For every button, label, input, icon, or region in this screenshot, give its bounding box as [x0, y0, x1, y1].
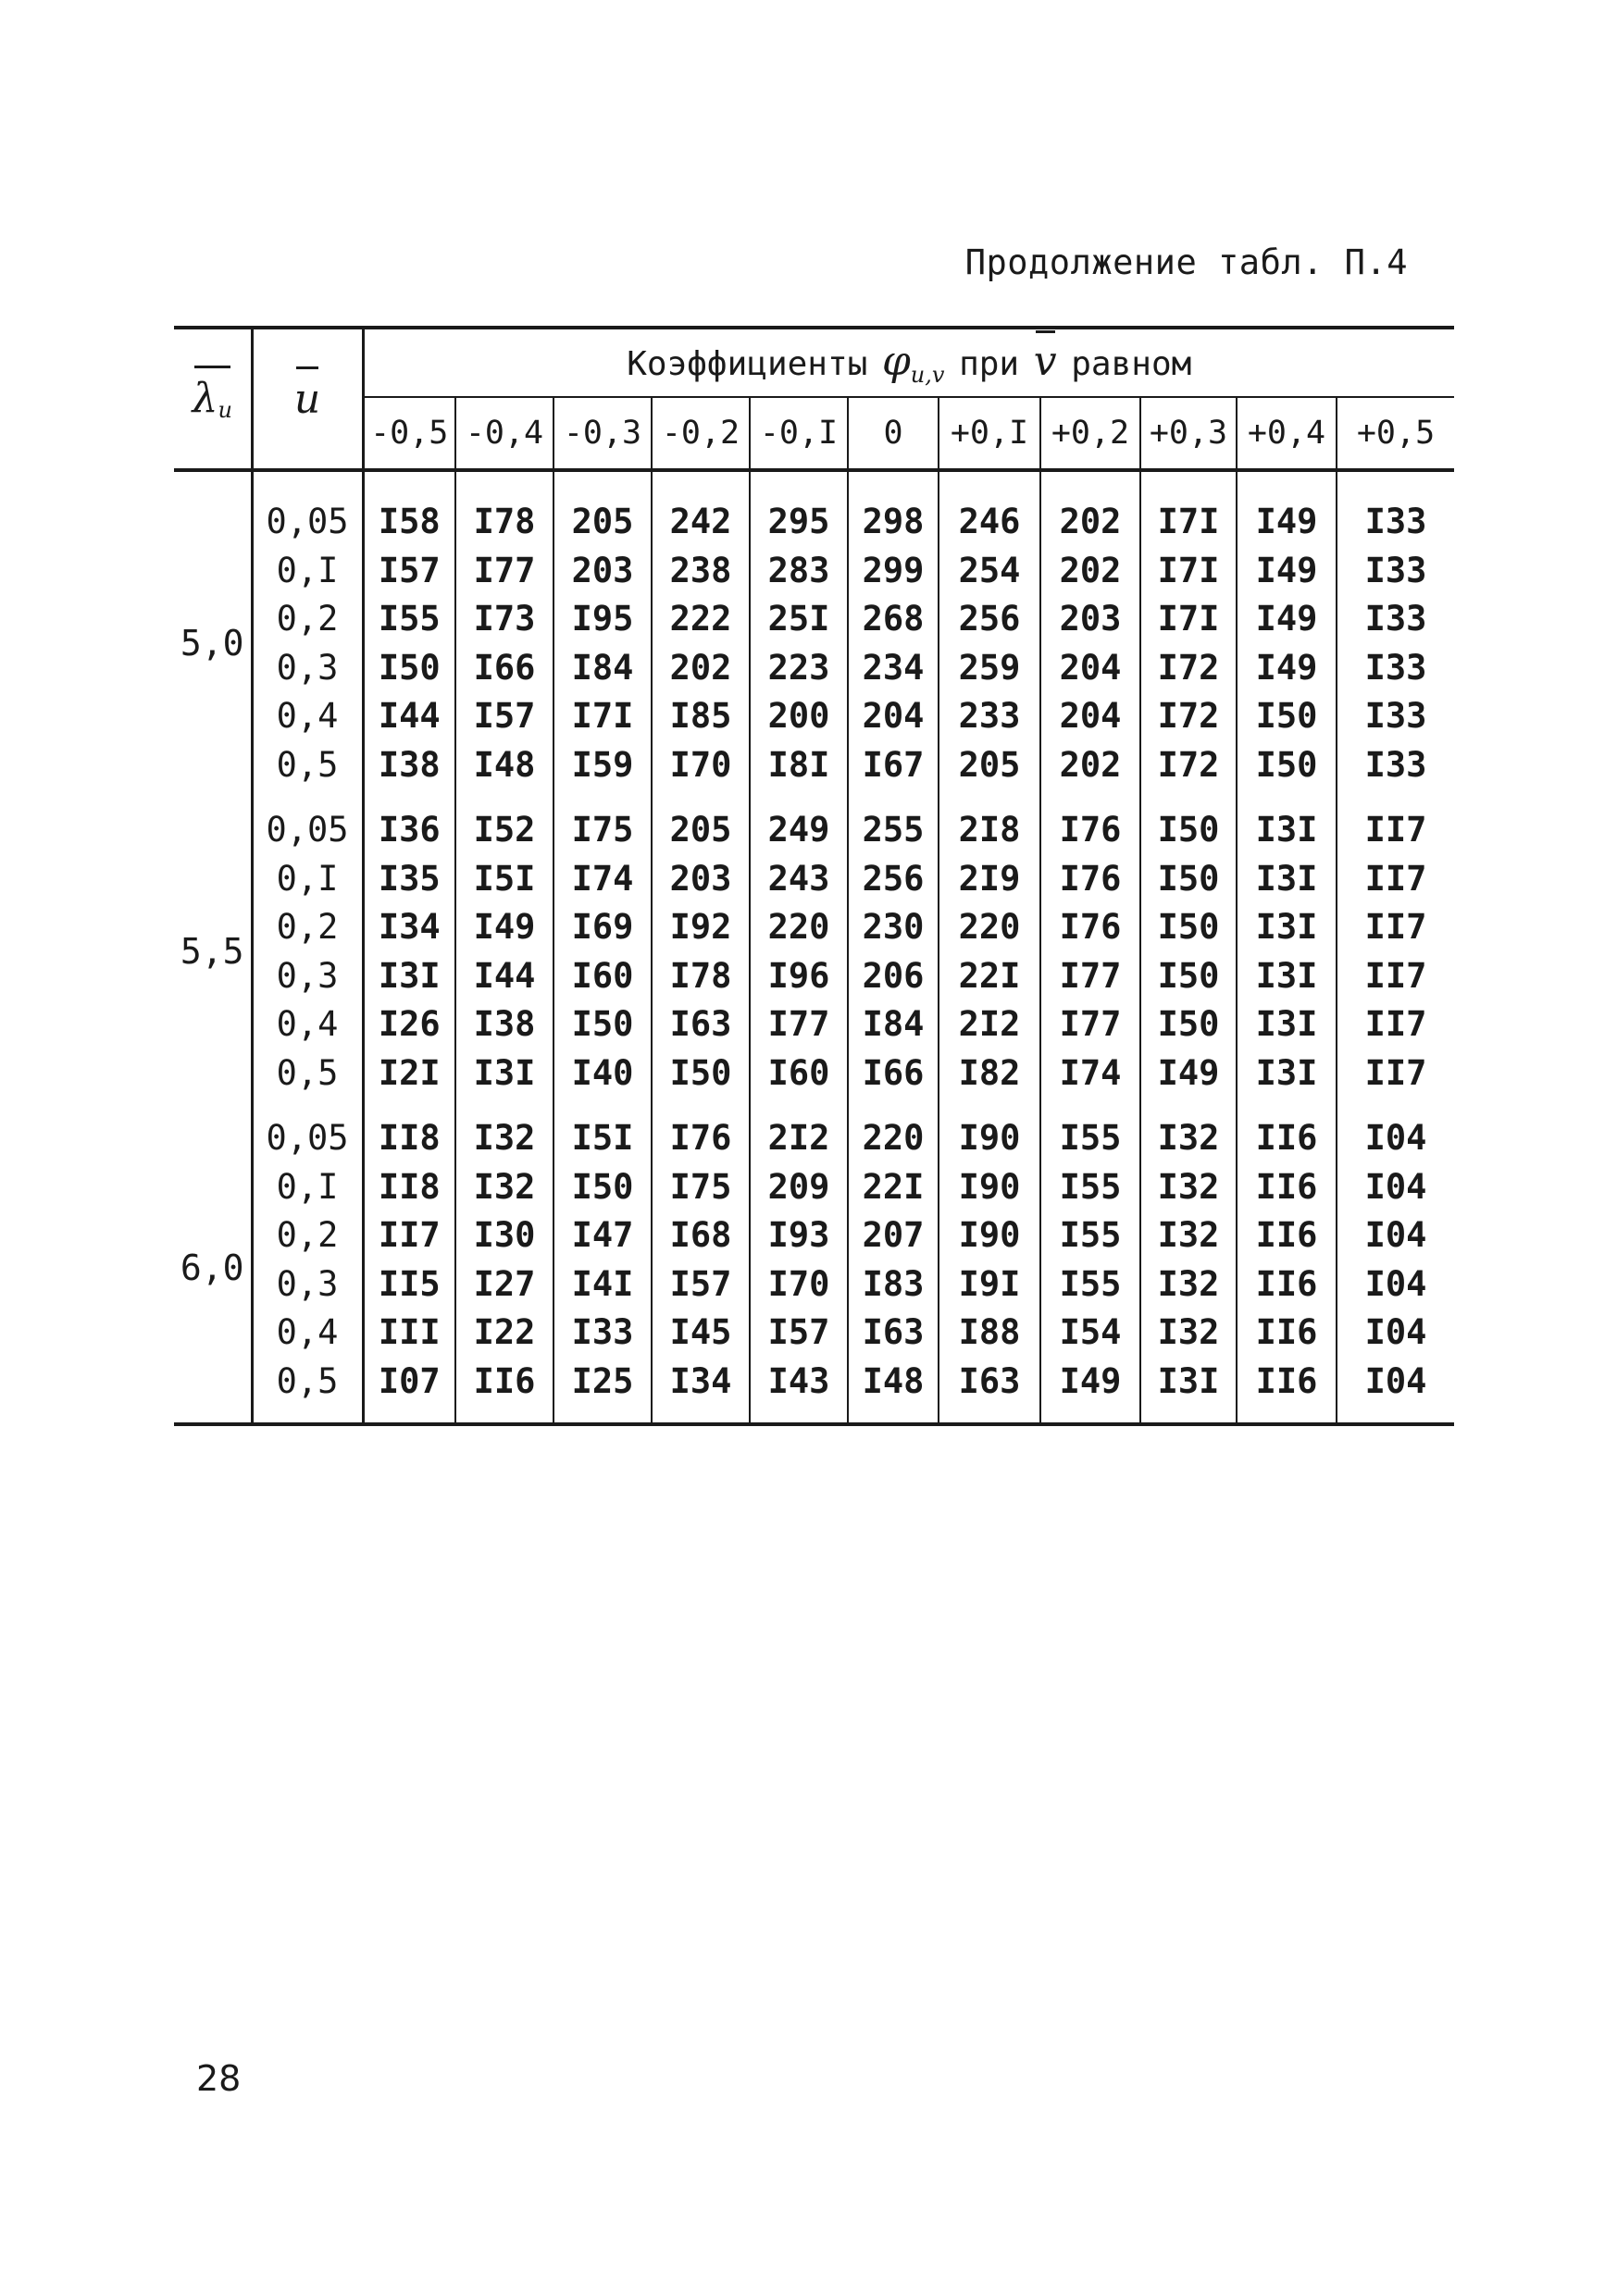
coefficient-cell: I9I [939, 1260, 1040, 1309]
coefficient-cell: I33 [1337, 692, 1454, 741]
coefficient-cell: I96 [750, 952, 848, 1001]
coefficient-cell: I04 [1337, 1260, 1454, 1309]
table-row [174, 952, 1454, 1001]
coefficient-cell: I77 [1040, 1000, 1140, 1049]
coefficient-cell: I50 [1140, 855, 1237, 904]
u-value: 0,3 [252, 1260, 363, 1309]
coefficient-cell: I78 [652, 952, 750, 1001]
coefficient-cell: I32 [1140, 1163, 1237, 1212]
coefficient-cell: I50 [363, 644, 455, 693]
coefficient-cell: 200 [750, 692, 848, 741]
coefficient-cell: III [363, 1309, 455, 1358]
coefficient-cell: I04 [1337, 1163, 1454, 1212]
table-row [174, 1260, 1454, 1309]
coefficient-cell: II6 [1237, 1211, 1337, 1260]
coefficient-cell: I49 [1140, 1049, 1237, 1098]
coefficient-cell: I38 [363, 741, 455, 790]
coefficient-cell: I34 [652, 1358, 750, 1425]
coefficient-cell: I32 [1140, 1211, 1237, 1260]
coefficient-cell: I3I [1237, 1000, 1337, 1049]
coefficient-cell: 259 [939, 644, 1040, 693]
coefficient-cell: I04 [1337, 1309, 1454, 1358]
coefficient-cell: I07 [363, 1358, 455, 1425]
coefficient-cell: II7 [363, 1211, 455, 1260]
lambda-value: 6,0 [174, 1098, 252, 1424]
coefficient-cell: I7I [1140, 547, 1237, 596]
coefficient-cell: II6 [455, 1358, 554, 1425]
coefficient-cell: I95 [554, 595, 652, 644]
u-value: 0,4 [252, 1309, 363, 1358]
coefficient-cell: I50 [1237, 741, 1337, 790]
coefficient-cell: I7I [1140, 595, 1237, 644]
coefficient-cell: 22I [848, 1163, 939, 1212]
coefficient-cell: I55 [1040, 1163, 1140, 1212]
table-row [174, 1309, 1454, 1358]
coefficient-cell: I25 [554, 1358, 652, 1425]
coefficient-cell: 246 [939, 470, 1040, 547]
coefficient-cell: I3I [1140, 1358, 1237, 1425]
u-value: 0,2 [252, 903, 363, 952]
coefficient-cell: I67 [848, 741, 939, 790]
coefficient-cell: 25I [750, 595, 848, 644]
coefficient-cell: I26 [363, 1000, 455, 1049]
column-header: -0,4 [455, 397, 554, 470]
coefficient-cell: I77 [750, 1000, 848, 1049]
coefficient-cell: 202 [1040, 547, 1140, 596]
lambda-header [174, 328, 252, 470]
coefficient-cell: 2I2 [750, 1098, 848, 1163]
column-header: +0,3 [1140, 397, 1237, 470]
coefficient-cell: I33 [1337, 547, 1454, 596]
coefficient-cell: I3I [1237, 789, 1337, 855]
coefficient-cell: 256 [848, 855, 939, 904]
coefficient-cell: I69 [554, 903, 652, 952]
coefficient-cell: I75 [554, 789, 652, 855]
coefficient-cell: I49 [1237, 547, 1337, 596]
lambda-value: 5,5 [180, 931, 244, 973]
coefficient-cell: I72 [1140, 741, 1237, 790]
coefficient-cell: I32 [455, 1098, 554, 1163]
coefficient-cell: 203 [554, 547, 652, 596]
coefficient-cell: I43 [750, 1358, 848, 1425]
column-header: -0,I [750, 397, 848, 470]
coefficient-cell: I04 [1337, 1358, 1454, 1425]
coefficient-cell: II7 [1337, 952, 1454, 1001]
table-row [174, 1000, 1454, 1049]
coefficient-cell: I84 [848, 1000, 939, 1049]
coefficient-cell: I4I [554, 1260, 652, 1309]
coefficient-cell: 206 [848, 952, 939, 1001]
coefficient-cell: I66 [848, 1049, 939, 1098]
coef-prefix: Коэффициенты [627, 345, 868, 383]
coefficient-cell: I85 [652, 692, 750, 741]
table-row [174, 855, 1454, 904]
coefficient-cell: 207 [848, 1211, 939, 1260]
u-value: 0,5 [252, 741, 363, 790]
coefficient-cell: I48 [455, 741, 554, 790]
table-row [174, 595, 1454, 644]
coefficient-cell: I50 [1140, 789, 1237, 855]
coefficient-cell: 204 [848, 692, 939, 741]
coefficient-cell: I72 [1140, 692, 1237, 741]
coefficient-cell: 254 [939, 547, 1040, 596]
coefficient-cell: I55 [1040, 1260, 1140, 1309]
coefficient-cell: I84 [554, 644, 652, 693]
coefficient-cell: I32 [1140, 1309, 1237, 1358]
coefficient-cell: I76 [652, 1098, 750, 1163]
table-row [174, 547, 1454, 596]
coefficient-cell: II6 [1237, 1098, 1337, 1163]
coefficient-cell: I57 [363, 547, 455, 596]
lambda-subscript: u [218, 397, 232, 423]
coefficient-cell: I90 [939, 1163, 1040, 1212]
coefficient-cell: I57 [455, 692, 554, 741]
coefficient-cell: I50 [1140, 903, 1237, 952]
coefficient-cell: I35 [363, 855, 455, 904]
coefficient-cell: I50 [1237, 692, 1337, 741]
coefficients-header [363, 328, 1454, 397]
coefficient-cell: I32 [455, 1163, 554, 1212]
coefficient-cell: 234 [848, 644, 939, 693]
coefficient-cell: I33 [1337, 470, 1454, 547]
coefficient-cell: I40 [554, 1049, 652, 1098]
column-header: +0,2 [1040, 397, 1140, 470]
coefficient-cell: 205 [652, 789, 750, 855]
coefficient-cell: II8 [363, 1098, 455, 1163]
coef-mid: при [959, 345, 1020, 383]
coefficient-cell: 249 [750, 789, 848, 855]
coefficient-cell: 22I [939, 952, 1040, 1001]
coefficient-cell: I7I [1140, 470, 1237, 547]
phi-symbol: φ [881, 338, 911, 385]
u-value: 0,3 [252, 644, 363, 693]
coefficient-cell: I50 [1140, 952, 1237, 1001]
coefficient-cell: I73 [455, 595, 554, 644]
coefficient-cell: I63 [939, 1358, 1040, 1425]
u-value: 0,05 [252, 470, 363, 547]
coefficient-cell: I44 [363, 692, 455, 741]
coefficient-cell: I27 [455, 1260, 554, 1309]
coefficient-cell: II6 [1237, 1260, 1337, 1309]
u-value: 0,2 [252, 595, 363, 644]
u-symbol: u [293, 375, 321, 423]
coefficient-cell: II5 [363, 1260, 455, 1309]
u-value: 0,I [252, 547, 363, 596]
coefficient-cell: I34 [363, 903, 455, 952]
table-row [174, 470, 1454, 547]
coefficient-cell: II6 [1237, 1163, 1337, 1212]
coefficient-cell: I82 [939, 1049, 1040, 1098]
u-value: 0,I [252, 1163, 363, 1212]
coefficient-cell: II7 [1337, 903, 1454, 952]
coefficient-cell: I57 [652, 1260, 750, 1309]
coefficient-cell: I66 [455, 644, 554, 693]
coefficient-cell: 220 [939, 903, 1040, 952]
coefficient-cell: I45 [652, 1309, 750, 1358]
coefficient-cell: I70 [750, 1260, 848, 1309]
coefficient-cell: I30 [455, 1211, 554, 1260]
table-caption: Продолжение табл. П.4 [964, 242, 1408, 282]
coefficient-cell: I33 [1337, 644, 1454, 693]
coefficient-cell: I60 [554, 952, 652, 1001]
table-body [174, 470, 1454, 1424]
coefficient-cell: I68 [652, 1211, 750, 1260]
coefficient-cell: 203 [652, 855, 750, 904]
coefficient-cell: 298 [848, 470, 939, 547]
coefficient-cell: 243 [750, 855, 848, 904]
coefficient-cell: 299 [848, 547, 939, 596]
coefficient-cell: II6 [1237, 1309, 1337, 1358]
coefficient-cell: II6 [1237, 1358, 1337, 1425]
column-header: -0,2 [652, 397, 750, 470]
coefficient-cell: I50 [1140, 1000, 1237, 1049]
coefficient-cell: I90 [939, 1098, 1040, 1163]
coefficient-cell: 205 [554, 470, 652, 547]
coefficient-cell: I49 [1237, 644, 1337, 693]
u-value: 0,4 [252, 1000, 363, 1049]
table-row [174, 1211, 1454, 1260]
column-header: -0,3 [554, 397, 652, 470]
coefficient-cell: I3I [363, 952, 455, 1001]
u-value: 0,5 [252, 1049, 363, 1098]
coefficient-cell: I75 [652, 1163, 750, 1212]
coefficient-cell: 2I9 [939, 855, 1040, 904]
coefficient-cell: 203 [1040, 595, 1140, 644]
table-row [174, 1163, 1454, 1212]
coefficient-cell: I72 [1140, 644, 1237, 693]
coefficient-cell: II8 [363, 1163, 455, 1212]
coefficient-cell: I93 [750, 1211, 848, 1260]
coefficient-cell: 204 [1040, 692, 1140, 741]
coefficient-cell: I78 [455, 470, 554, 547]
coefficient-cell: I2I [363, 1049, 455, 1098]
coefficient-cell: I88 [939, 1309, 1040, 1358]
coefficient-cell: I32 [1140, 1098, 1237, 1163]
coefficient-cell: 2I2 [939, 1000, 1040, 1049]
coefficient-cell: 220 [848, 1098, 939, 1163]
u-value: 0,I [252, 855, 363, 904]
coefficient-cell: I33 [554, 1309, 652, 1358]
coefficient-cell: I76 [1040, 855, 1140, 904]
coefficient-cell: I04 [1337, 1211, 1454, 1260]
coefficient-cell: I90 [939, 1211, 1040, 1260]
coefficient-cell: 256 [939, 595, 1040, 644]
table-row [174, 1098, 1454, 1163]
table-row [174, 644, 1454, 693]
coefficient-cell: 204 [1040, 644, 1140, 693]
table-row [174, 1049, 1454, 1098]
coefficient-cell: I33 [1337, 741, 1454, 790]
coefficient-cell: 230 [848, 903, 939, 952]
column-header: +0,I [939, 397, 1040, 470]
u-value: 0,05 [252, 1098, 363, 1163]
coefficient-cell: I57 [750, 1309, 848, 1358]
phi-subscript: u,v [910, 362, 945, 388]
column-header: +0,4 [1237, 397, 1337, 470]
column-header: +0,5 [1337, 397, 1454, 470]
coefficient-cell: I76 [1040, 903, 1140, 952]
coefficient-cell: I5I [554, 1098, 652, 1163]
coefficient-cell: I7I [554, 692, 652, 741]
coefficient-cell: I04 [1337, 1098, 1454, 1163]
page-number: 28 [196, 2058, 242, 2099]
column-header-row [174, 397, 1454, 470]
coefficient-cell: I59 [554, 741, 652, 790]
coefficient-cell: I60 [750, 1049, 848, 1098]
coefficient-cell: I3I [1237, 903, 1337, 952]
coefficient-cell: 202 [652, 644, 750, 693]
coefficient-cell: I50 [554, 1163, 652, 1212]
column-header: 0 [848, 397, 939, 470]
lambda-value: 5,0 [180, 623, 244, 664]
coefficient-cell: I55 [1040, 1098, 1140, 1163]
u-header [252, 328, 363, 470]
table-row [174, 903, 1454, 952]
coefficient-cell: I50 [652, 1049, 750, 1098]
coefficient-cell: 222 [652, 595, 750, 644]
coefficient-cell: I3I [1237, 952, 1337, 1001]
u-value: 0,05 [252, 789, 363, 855]
coefficient-cell: I5I [455, 855, 554, 904]
coefficient-cell: 233 [939, 692, 1040, 741]
coefficient-cell: I22 [455, 1309, 554, 1358]
table-row [174, 692, 1454, 741]
column-header: -0,5 [363, 397, 455, 470]
coefficient-cell: I58 [363, 470, 455, 547]
coefficient-cell: II7 [1337, 855, 1454, 904]
coefficient-cell: I63 [652, 1000, 750, 1049]
coefficient-cell: 255 [848, 789, 939, 855]
coefficient-cell: 223 [750, 644, 848, 693]
coefficient-cell: II7 [1337, 1000, 1454, 1049]
coefficient-cell: I74 [554, 855, 652, 904]
coefficient-cell: I47 [554, 1211, 652, 1260]
coefficient-cell: II7 [1337, 789, 1454, 855]
coefficient-cell: I8I [750, 741, 848, 790]
coefficient-cell: 220 [750, 903, 848, 952]
table-row [174, 1358, 1454, 1425]
table-row [174, 741, 1454, 790]
coefficient-cell: 205 [939, 741, 1040, 790]
coefficient-cell: I38 [455, 1000, 554, 1049]
lambda-symbol: λ [192, 375, 218, 422]
table-row [174, 789, 1454, 855]
coefficient-cell: 209 [750, 1163, 848, 1212]
coefficient-cell: 202 [1040, 741, 1140, 790]
v-symbol: v [1033, 338, 1057, 385]
coefficient-cell: I74 [1040, 1049, 1140, 1098]
coefficient-cell: I70 [652, 741, 750, 790]
coefficient-cell: I52 [455, 789, 554, 855]
coefficient-cell: I77 [1040, 952, 1140, 1001]
u-value: 0,5 [252, 1358, 363, 1425]
coefficient-cell: I49 [1040, 1358, 1140, 1425]
coefficient-cell: 268 [848, 595, 939, 644]
coefficient-cell: I55 [363, 595, 455, 644]
coefficient-cell: I36 [363, 789, 455, 855]
coefficient-cell: II7 [1337, 1049, 1454, 1098]
coefficient-cell: I54 [1040, 1309, 1140, 1358]
coefficient-cell: 2I8 [939, 789, 1040, 855]
coefficient-cell: 242 [652, 470, 750, 547]
coefficient-cell: I3I [455, 1049, 554, 1098]
coefficient-cell: I33 [1337, 595, 1454, 644]
coefficient-cell: I83 [848, 1260, 939, 1309]
u-value: 0,3 [252, 952, 363, 1001]
coefficient-cell: 295 [750, 470, 848, 547]
coefficient-cell: 283 [750, 547, 848, 596]
coefficient-cell: I44 [455, 952, 554, 1001]
coefficient-cell: I92 [652, 903, 750, 952]
coefficient-cell: I77 [455, 547, 554, 596]
coefficient-cell: 238 [652, 547, 750, 596]
coef-suffix: равном [1071, 345, 1192, 383]
coefficient-cell: I3I [1237, 855, 1337, 904]
coefficient-cell: I49 [455, 903, 554, 952]
coefficient-cell: I3I [1237, 1049, 1337, 1098]
u-value: 0,2 [252, 1211, 363, 1260]
u-value: 0,4 [252, 692, 363, 741]
coefficient-cell: I50 [554, 1000, 652, 1049]
coefficient-cell: I32 [1140, 1260, 1237, 1309]
coefficient-cell: I49 [1237, 470, 1337, 547]
coefficient-cell: 202 [1040, 470, 1140, 547]
coefficient-cell: I49 [1237, 595, 1337, 644]
coefficient-cell: I63 [848, 1309, 939, 1358]
coefficient-table [174, 326, 1454, 1426]
coefficient-cell: I76 [1040, 789, 1140, 855]
coefficient-cell: I48 [848, 1358, 939, 1425]
coefficient-cell: I55 [1040, 1211, 1140, 1260]
